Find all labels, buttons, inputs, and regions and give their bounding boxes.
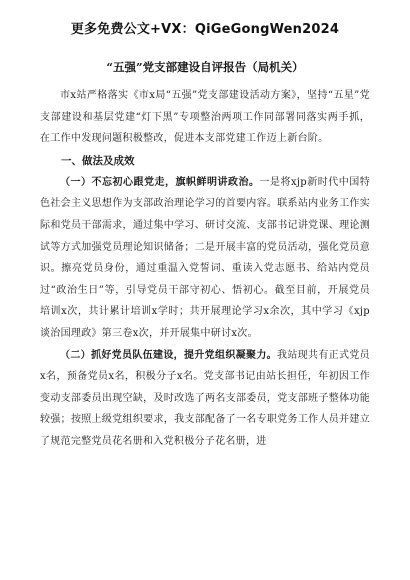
section-heading: 一、做法及成效 (61, 154, 135, 167)
item-two-heading: （二）抓好党员队伍建设，提升党组织凝聚力。 (60, 349, 278, 361)
item-one-heading: （一）不忘初心跟党走，旗帜鲜明讲政治。 (60, 176, 260, 188)
item-two-body: 我站现共有正式党员x名，预备党员x名，积极分子x名。党支部书记由站长担任，年初因工作变动支部委员出现空缺，及时改选了两名支部委员，党支部班子整体功能较强；按照上级党组织要求，我支部配备了一名专职党务工作人员并建立了规范完整党员花名册和入党积极分子花名册，进 (40, 349, 370, 447)
intro-paragraph: 市x站严格落实《市x局“五强”党支部建设活动方案》，坚持“五星”党支部建设和基层党建“灯下黑”专项整治两项工作同部署同落实两手抓，在工作中发现问题积极整改，促进本支部党建工作迈上新台阶。 (40, 90, 370, 145)
item-one-body: 一是将xjp新时代中国特色社会主义思想作为支部政治理论学习的首要内容。联系站内业务工作实际和党员干部需求，通过集中学习、研讨交流、支部书记讲党课、理论测试等方式加强党员理论知识储备；二是开展丰富的党员活动，强化党员意识。擦亮党员身份，通过重温入党誓词、重读入党志愿书、给站内党员过“政治生日”等，引导党员干部守初心、悟初心。截至目前，开展党员培训x次，共计累计培训x学时；共开展理论学习x余次，其中学习《xjp谈治国理政》第三卷x次，并开展集中研讨x次。 (40, 176, 370, 339)
item-one-paragraph (40, 172, 370, 345)
item-two-paragraph (40, 345, 370, 453)
watermark-banner: 更多免费公文+VX：QiGeGongWen2024 (70, 22, 340, 37)
document-title: “五强”党支部建设自评报告（局机关） (106, 60, 304, 74)
